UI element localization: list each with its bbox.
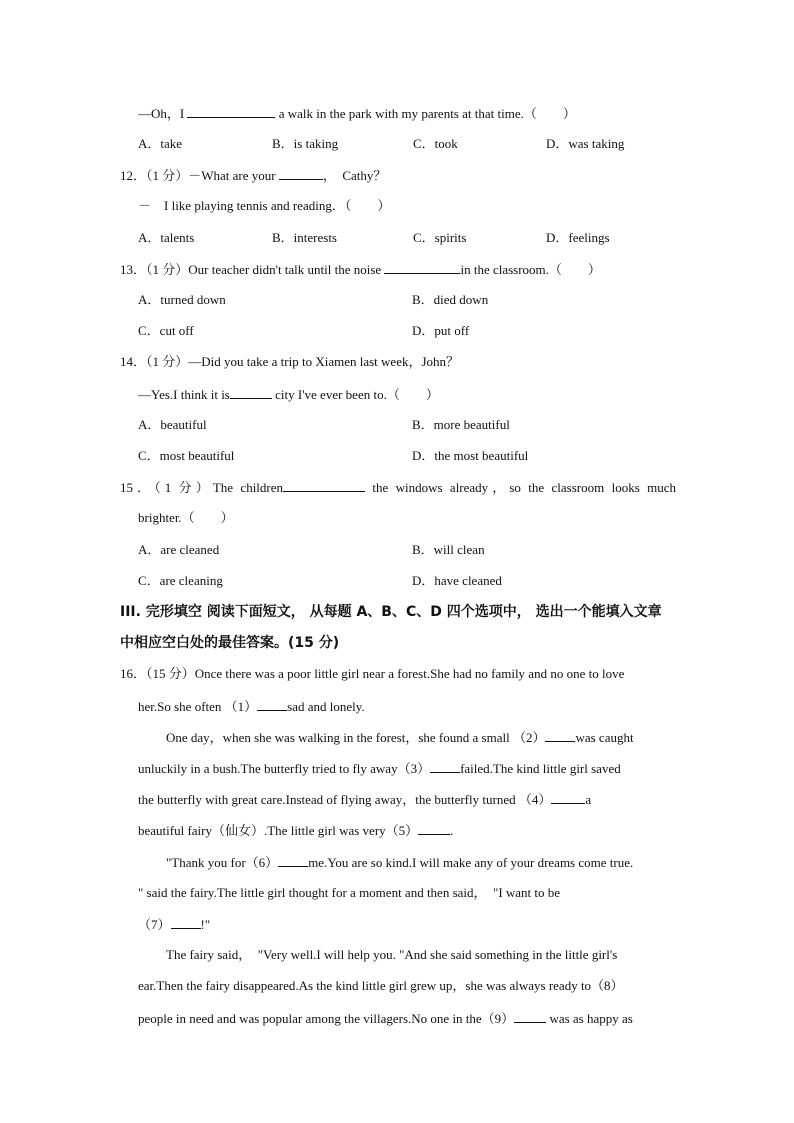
option-a: A．take bbox=[138, 136, 183, 151]
option-b: B．interests bbox=[272, 230, 337, 245]
q16-line-9: （7） !" bbox=[138, 917, 211, 932]
option-b: B．died down bbox=[412, 292, 489, 307]
q16-line-11: ear.Then the fairy disappeared.As the kind little girl grew up，she was always ready to（8） bbox=[138, 978, 624, 993]
answer-blank bbox=[384, 260, 460, 274]
option-c: C．cut off bbox=[138, 323, 194, 338]
q15-stem-cont: brighter.（ ） bbox=[138, 510, 234, 525]
q16-line-10: The fairy said， "Very well.I will help you. "And she said something in the little girl's bbox=[166, 947, 618, 962]
q13-options-row2 bbox=[138, 322, 678, 340]
q11-options bbox=[138, 135, 678, 153]
q12-reply: － I like playing tennis and reading．（ ） bbox=[138, 198, 391, 213]
option-a: A．beautiful bbox=[138, 417, 207, 432]
option-d: D．the most beautiful bbox=[412, 448, 529, 463]
option-c: C．took bbox=[413, 136, 458, 151]
q16-line-6: beautiful fairy（仙女）.The little girl was very（5） . bbox=[138, 823, 454, 838]
q16-line-3: One day，when she was walking in the forest，she found a small （2） was caught bbox=[166, 730, 634, 745]
option-b: B．more beautiful bbox=[412, 417, 510, 432]
q14-options-row2 bbox=[138, 447, 678, 465]
option-d: D．put off bbox=[412, 323, 470, 338]
q16-line-8: " said the fairy.The little girl thought for a moment and then said， "I want to be bbox=[138, 885, 561, 900]
q16-line-7: "Thank you for（6） me.You are so kind.I will make any of your dreams come true. bbox=[166, 855, 634, 870]
answer-blank bbox=[230, 385, 272, 399]
q13-options-row1 bbox=[138, 291, 678, 309]
q15-options-row1 bbox=[138, 541, 678, 559]
q14-options-row1 bbox=[138, 416, 678, 434]
option-d: D．have cleaned bbox=[412, 573, 502, 588]
answer-blank bbox=[545, 728, 575, 742]
option-b: B．is taking bbox=[272, 136, 339, 151]
q11-stem: —Oh，I a walk in the park with my parents at that time.（ ） bbox=[138, 106, 576, 121]
option-b: B．will clean bbox=[412, 542, 485, 557]
option-d: D．was taking bbox=[546, 136, 625, 151]
answer-blank bbox=[283, 478, 365, 492]
section-heading-line1: III. 完形填空 阅读下面短文， 从每题 A、B、C、D 四个选项中， 选出一个能填入文章 bbox=[120, 604, 662, 620]
q14-reply: —Yes.I think it is city I've ever been to.（ ） bbox=[138, 387, 439, 402]
q14-stem: 14．（1 分）—Did you take a trip to Xiamen last week，John？ bbox=[120, 354, 460, 369]
answer-blank bbox=[418, 821, 450, 835]
section-heading-line2: 中相应空白处的最佳答案。(15 分) bbox=[120, 635, 340, 651]
q16-line-5: the butterfly with great care.Instead of flying away，the butterfly turned （4） a bbox=[138, 792, 592, 807]
q16-line-1: 16．（15 分）Once there was a poor little girl near a forest.She had no family and no one to love bbox=[120, 666, 625, 681]
q16-line-4: unluckily in a bush.The butterfly tried to fly away（3） failed.The kind little girl saved bbox=[138, 761, 621, 776]
q12-stem: 12．（1 分）－What are your ， Cathy？ bbox=[120, 168, 387, 183]
answer-blank bbox=[551, 790, 585, 804]
q13-stem: 13．（1 分）Our teacher didn't talk until the noise in the classroom.（ ） bbox=[120, 262, 601, 277]
q12-options bbox=[138, 229, 678, 247]
q15-options-row2 bbox=[138, 572, 678, 590]
option-c: C．are cleaning bbox=[138, 573, 223, 588]
answer-blank bbox=[187, 104, 275, 118]
answer-blank bbox=[514, 1009, 546, 1023]
option-a: A．turned down bbox=[138, 292, 226, 307]
answer-blank bbox=[171, 915, 201, 929]
option-c: C．spirits bbox=[413, 230, 467, 245]
answer-blank bbox=[430, 759, 460, 773]
q16-line-12: people in need and was popular among the villagers.No one in the（9） was as happy as bbox=[138, 1011, 633, 1026]
answer-blank bbox=[279, 166, 323, 180]
q16-line-2: her.So she often （1） sad and lonely. bbox=[138, 699, 365, 714]
option-d: D．feelings bbox=[546, 230, 610, 245]
option-a: A．talents bbox=[138, 230, 195, 245]
option-a: A．are cleaned bbox=[138, 542, 220, 557]
answer-blank bbox=[278, 853, 308, 867]
answer-blank bbox=[257, 697, 287, 711]
q15-stem: 15．（1 分）The children the windows already，so the classroom looks much bbox=[120, 480, 676, 495]
option-c: C．most beautiful bbox=[138, 448, 235, 463]
